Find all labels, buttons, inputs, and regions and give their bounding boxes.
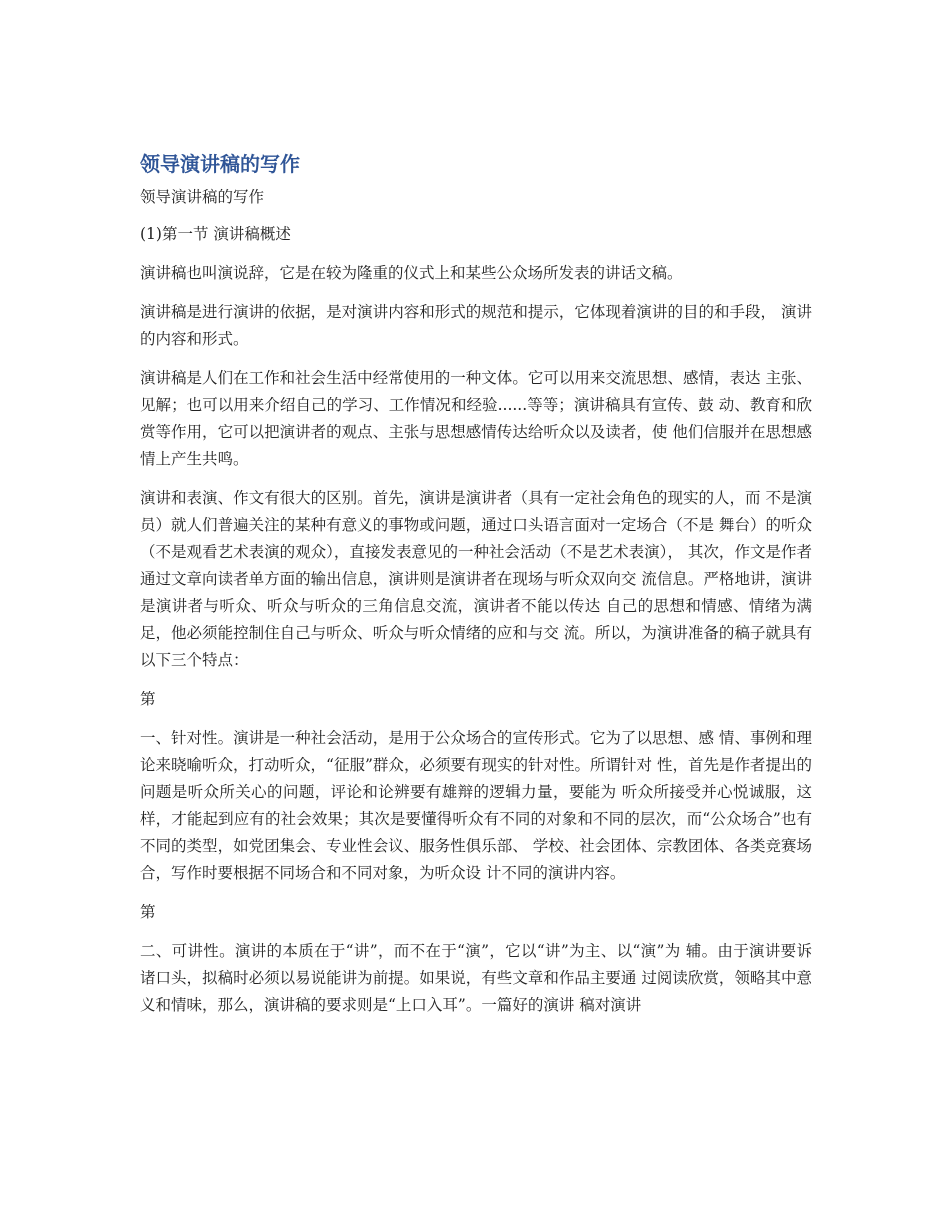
document-page (140, 150, 812, 1031)
body-paragraph: 演讲稿是进行演讲的依据，是对演讲内容和形式的规范和提示，它体现着演讲的目的和手段， 演讲的内容和形式。 (140, 303, 812, 348)
body-paragraph: 一、针对性。演讲是一种社会活动，是用于公众场合的宣传形式。它为了以思想、感 情、事例和理论来晓喻听众，打动听众，“征服”群众，必须要有现实的针对性。所谓针对 性，首先是作者提出的问题是听众所关心的问题，评论和论辨要有雄辩的逻辑力量，要能为 听众所接受并心悦诚服，这样，才能起到应有的社会效果；其次是要懂得听众有不同的对象和不同的层次，而“公众场合”也有不同的类型，如党团集会、专业性会议、服务性俱乐部、 学校、社会团体、宗教团体、各类竞赛场合，写作时要根据不同场合和不同对象，为听众设 计不同的演讲内容。 (140, 729, 812, 882)
body-paragraph: 演讲稿是人们在工作和社会生活中经常使用的一种文体。它可以用来交流思想、感情，表达 主张、见解；也可以用来介绍自己的学习、工作情况和经验......等等；演讲稿具有宣传、鼓 动、教育和欣赏等作用，它可以把演讲者的观点、主张与思想感情传达给听众以及读者，使 他们信服并在思想感情上产生共鸣。 (140, 369, 812, 468)
section-heading: (1)第一节 演讲稿概述 (140, 225, 291, 243)
body-paragraph: 第 (140, 690, 156, 708)
body-paragraph: 演讲稿也叫演说辞，它是在较为隆重的仪式上和某些公众场所发表的讲话文稿。 (140, 264, 683, 282)
document-title: 领导演讲稿的写作 (140, 152, 300, 176)
body-paragraph: 二、可讲性。演讲的本质在于“讲”，而不在于“演”，它以“讲”为主、以“演”为 辅。由于演讲要诉诸口头，拟稿时必须以易说能讲为前提。如果说，有些文章和作品主要通 过阅读欣赏，领略其中意义和情味，那么，演讲稿的要求则是“上口入耳”。一篇好的演讲 稿对演讲 (140, 942, 812, 1014)
body-paragraph: 第 (140, 903, 156, 921)
subtitle-paragraph: 领导演讲稿的写作 (140, 188, 265, 206)
body-paragraph: 演讲和表演、作文有很大的区别。首先，演讲是演讲者（具有一定社会角色的现实的人，而 不是演员）就人们普遍关注的某种有意义的事物或问题，通过口头语言面对一定场合（不是 舞台）的听众（不是观看艺术表演的观众），直接发表意见的一种社会活动（不是艺术表演）， 其次，作文是作者通过文章向读者单方面的输出信息，演讲则是演讲者在现场与听众双向交 流信息。严格地讲，演讲是演讲者与听众、听众与听众的三角信息交流，演讲者不能以传达 自己的思想和情感、情绪为满足，他必须能控制住自己与听众、听众与听众情绪的应和与交 流。所以，为演讲准备的稿子就具有以下三个特点： (140, 489, 812, 669)
